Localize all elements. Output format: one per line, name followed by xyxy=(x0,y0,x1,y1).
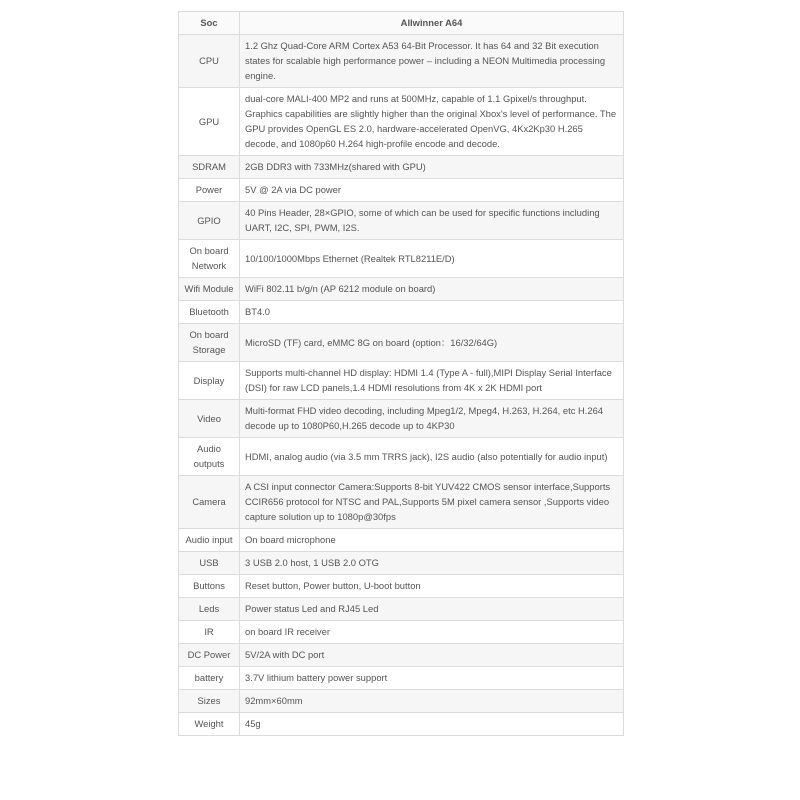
table-row xyxy=(179,301,624,324)
spec-label: USB xyxy=(179,552,240,575)
spec-label: IR xyxy=(179,621,240,644)
spec-value: BT4.0 xyxy=(240,301,624,324)
table-row xyxy=(179,324,624,362)
spec-value: 45g xyxy=(240,713,624,736)
spec-label: Leds xyxy=(179,598,240,621)
spec-table-header xyxy=(179,12,624,35)
table-row xyxy=(179,179,624,202)
table-row xyxy=(179,529,624,552)
spec-value: 3.7V lithium battery power support xyxy=(240,667,624,690)
spec-value: Supports multi-channel HD display: HDMI 1.4 (Type A - full),MIPI Display Serial Interface (DSI) for raw LCD panels,1.4 HDMI resolutions from 4K x 2K HDMI port xyxy=(240,362,624,400)
spec-value: Multi-format FHD video decoding, including Mpeg1/2, Mpeg4, H.263, H.264, etc H.264 decode up to 1080P60,H.265 decode up to 4KP30 xyxy=(240,400,624,438)
spec-label: On board Storage xyxy=(179,324,240,362)
spec-value: HDMI, analog audio (via 3.5 mm TRRS jack), I2S audio (also potentially for audio input) xyxy=(240,438,624,476)
spec-table xyxy=(178,11,624,736)
table-row xyxy=(179,156,624,179)
spec-label: SDRAM xyxy=(179,156,240,179)
spec-label: Video xyxy=(179,400,240,438)
spec-table-body xyxy=(179,35,624,736)
table-row xyxy=(179,35,624,88)
spec-value: Power status Led and RJ45 Led xyxy=(240,598,624,621)
spec-label: Camera xyxy=(179,476,240,529)
spec-label: battery xyxy=(179,667,240,690)
spec-label: CPU xyxy=(179,35,240,88)
table-row xyxy=(179,362,624,400)
spec-value: 92mm×60mm xyxy=(240,690,624,713)
spec-label: Weight xyxy=(179,713,240,736)
spec-value: 10/100/1000Mbps Ethernet (Realtek RTL8211E/D) xyxy=(240,240,624,278)
spec-value: 3 USB 2.0 host, 1 USB 2.0 OTG xyxy=(240,552,624,575)
spec-value: MicroSD (TF) card, eMMC 8G on board (option：16/32/64G) xyxy=(240,324,624,362)
table-row xyxy=(179,438,624,476)
table-row xyxy=(179,598,624,621)
spec-value: dual-core MALI-400 MP2 and runs at 500MHz, capable of 1.1 Gpixel/s throughput. Graphics capabilities are slightly higher than the original Xbox's level of performance. The GPU provides OpenGL ES 2.0, hardware-accelerated OpenVG, 4Kx2Kp30 H.265 decode, and 1080p60 H.264 high-profile encode and decode. xyxy=(240,88,624,156)
table-row xyxy=(179,88,624,156)
table-row xyxy=(179,690,624,713)
header-soc: Soc xyxy=(179,12,240,35)
spec-value: A CSI input connector Camera:Supports 8-bit YUV422 CMOS sensor interface,Supports CCIR656 protocol for NTSC and PAL,Supports 5M pixel camera sensor ,Supports video capture solution up to 1080p@30fps xyxy=(240,476,624,529)
table-row xyxy=(179,278,624,301)
spec-label: Sizes xyxy=(179,690,240,713)
table-row xyxy=(179,644,624,667)
table-row xyxy=(179,240,624,278)
spec-label: Wifi Module xyxy=(179,278,240,301)
spec-label: Audio outputs xyxy=(179,438,240,476)
table-row xyxy=(179,667,624,690)
spec-value: On board microphone xyxy=(240,529,624,552)
table-row xyxy=(179,400,624,438)
table-row xyxy=(179,552,624,575)
spec-label: GPU xyxy=(179,88,240,156)
spec-value: 5V @ 2A via DC power xyxy=(240,179,624,202)
table-row xyxy=(179,713,624,736)
table-row xyxy=(179,202,624,240)
spec-value: on board IR receiver xyxy=(240,621,624,644)
spec-label: Bluetooth xyxy=(179,301,240,324)
header-row xyxy=(179,12,624,35)
spec-value: 1.2 Ghz Quad-Core ARM Cortex A53 64-Bit Processor. It has 64 and 32 Bit execution states for scalable high performance power – including a NEON Multimedia processing engine. xyxy=(240,35,624,88)
spec-value: 40 Pins Header, 28×GPIO, some of which can be used for specific functions including UART, I2C, SPI, PWM, I2S. xyxy=(240,202,624,240)
spec-label: Display xyxy=(179,362,240,400)
table-row xyxy=(179,621,624,644)
spec-label: Audio input xyxy=(179,529,240,552)
table-row xyxy=(179,575,624,598)
spec-value: Reset button, Power button, U-boot button xyxy=(240,575,624,598)
spec-label: Power xyxy=(179,179,240,202)
table-row xyxy=(179,476,624,529)
header-chip-name: Allwinner A64 xyxy=(240,12,624,35)
spec-label: On board Network xyxy=(179,240,240,278)
spec-label: Buttons xyxy=(179,575,240,598)
spec-value: 2GB DDR3 with 733MHz(shared with GPU) xyxy=(240,156,624,179)
spec-value: 5V/2A with DC port xyxy=(240,644,624,667)
spec-label: GPIO xyxy=(179,202,240,240)
spec-value: WiFi 802.11 b/g/n (AP 6212 module on board) xyxy=(240,278,624,301)
spec-label: DC Power xyxy=(179,644,240,667)
